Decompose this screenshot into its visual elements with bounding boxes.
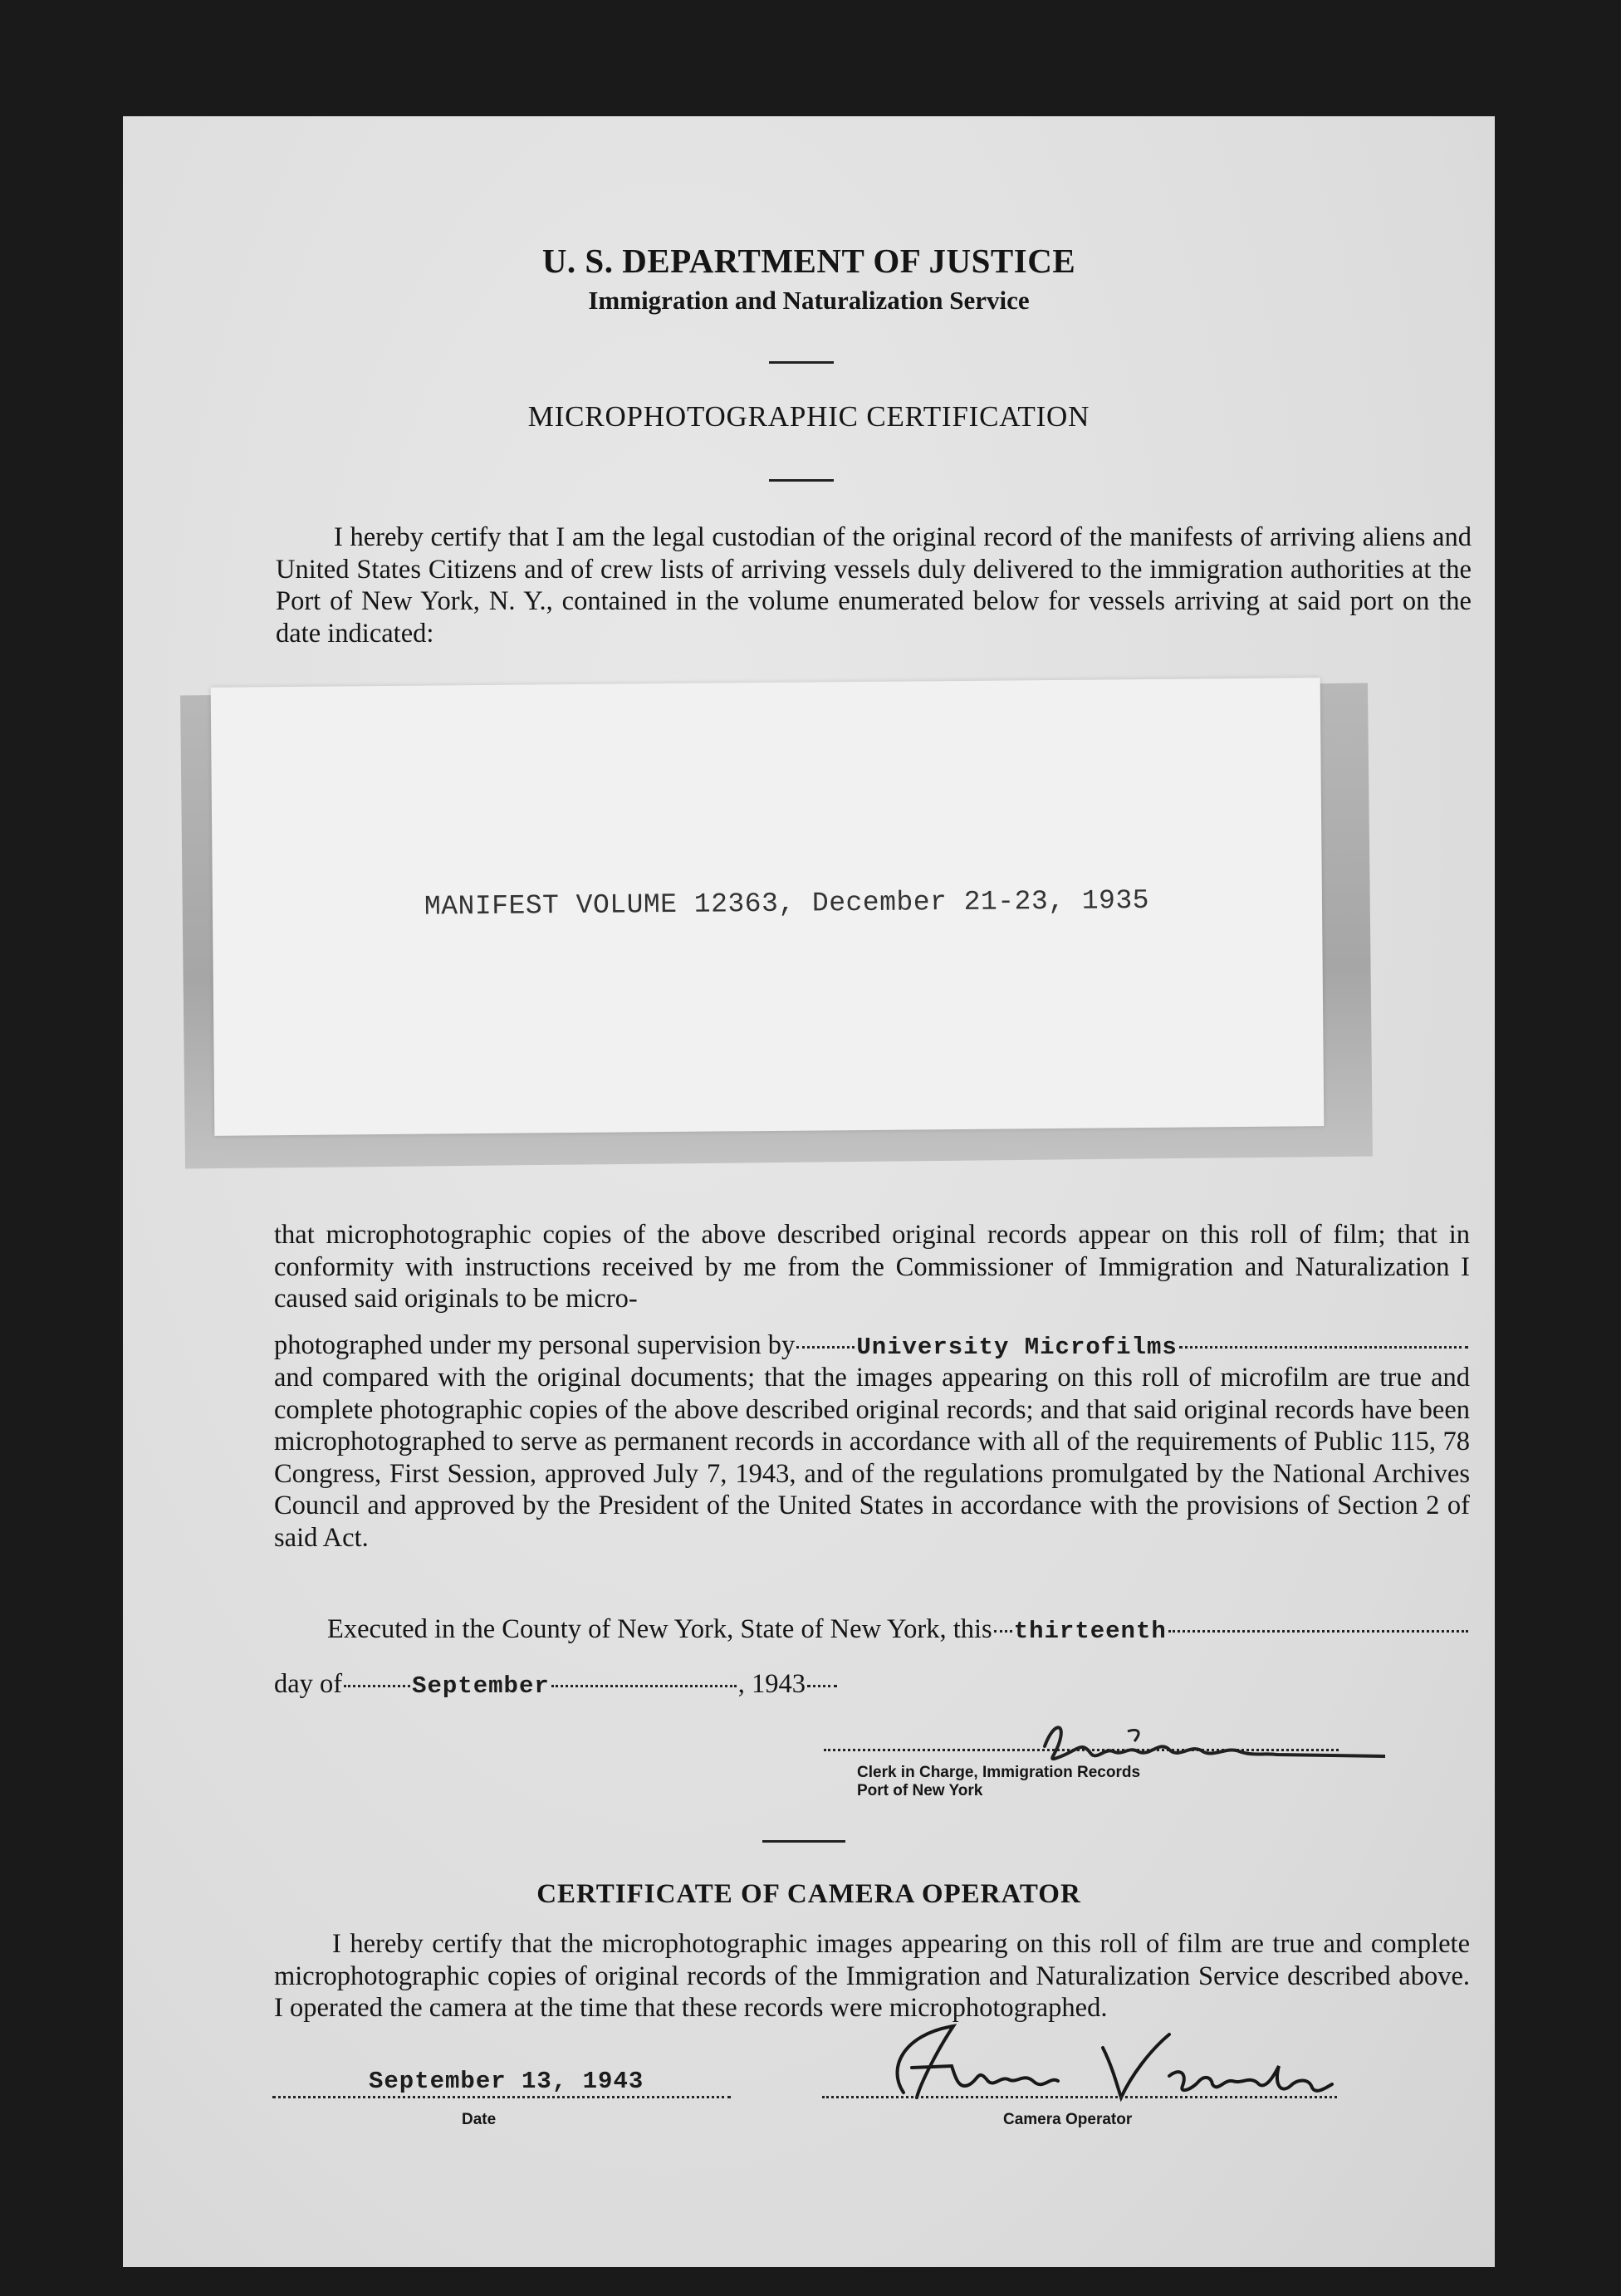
camera-operator-signature [854,2018,1335,2117]
camera-operator-label: Camera Operator [1003,2111,1133,2128]
date-label: Date [462,2111,497,2128]
executed-year: , 1943 [737,1669,806,1699]
certificate-page [123,116,1495,2267]
divider [769,479,834,482]
camera-operator-line [822,2096,1337,2098]
day-of-line [274,1669,839,1700]
date-line [272,2096,731,2098]
camera-operator-paragraph: I hereby certify that the microphotographic images appearing on this roll of film are true and complete microphotographic copies of original records of the Immigration and Naturalization Service described above. I operated the camera at the time that these records were microphotographed. [274,1929,1470,2023]
dotted-leader [994,1630,1012,1633]
volume-label: MANIFEST VOLUME 12363, December 21-23, 1935 [424,884,1150,923]
supervisor-prefix: photographed under my personal supervision by [274,1330,796,1360]
divider [769,361,834,364]
dotted-leader [796,1346,855,1349]
executed-day: thirteenth [1013,1618,1167,1645]
body-paragraph-2: and compared with the original documents; that the images appearing on this roll of microfilm are true and complete photographic copies of the above described original records; and that said original records have been microphotographed to serve as permanent records in accordance with all of the requirements of Public 115, 78 Congress, First Session, approved July 7, 1943, and of the regulations promulgated by the National Archives Council and approved by the President of the United States in accordance with the provisions of Section 2 of said Act. [274,1363,1470,1553]
dotted-leader [1168,1630,1468,1633]
service-subheading: Immigration and Naturalization Service [588,286,1030,315]
executed-prefix: Executed in the County of New York, State of New York, this [327,1614,992,1644]
supervisor-value: University Microfilms [856,1334,1178,1361]
executed-line [327,1614,1470,1645]
dotted-leader [807,1685,837,1687]
divider [762,1840,845,1843]
date-value: September 13, 1943 [369,2068,644,2095]
intro-paragraph: I hereby certify that I am the legal custodian of the original record of the manifests of arriving aliens and United States Citizens and of crew lists of arriving vessels duly delivered to the immigration authorities at the Port of New York, N. Y., contained in the volume enumerated below for vessels arriving at said port on the date indicated: [276,522,1472,649]
dotted-leader [344,1685,410,1687]
dotted-leader [1179,1346,1468,1349]
clerk-title-1: Clerk in Charge, Immigration Records [857,1764,1141,1781]
day-of-label: day of [274,1669,343,1699]
supervisor-line [274,1330,1470,1361]
department-heading: U. S. DEPARTMENT OF JUSTICE [541,242,1076,280]
form-title: MICROPHOTOGRAPHIC CERTIFICATION [527,400,1090,433]
camera-operator-title: CERTIFICATE OF CAMERA OPERATOR [536,1879,1081,1909]
clerk-title-2: Port of New York [857,1782,983,1799]
executed-month: September [412,1672,550,1700]
dotted-leader [551,1685,737,1687]
volume-slip [211,678,1325,1136]
clerk-signature-line [824,1749,1339,1751]
body-paragraph-1: that microphotographic copies of the above described original records appear on this roll of film; that in conformity with instructions received by me from the Commissioner of Immigration and Naturalization I caused said originals to be micro- [274,1220,1470,1314]
